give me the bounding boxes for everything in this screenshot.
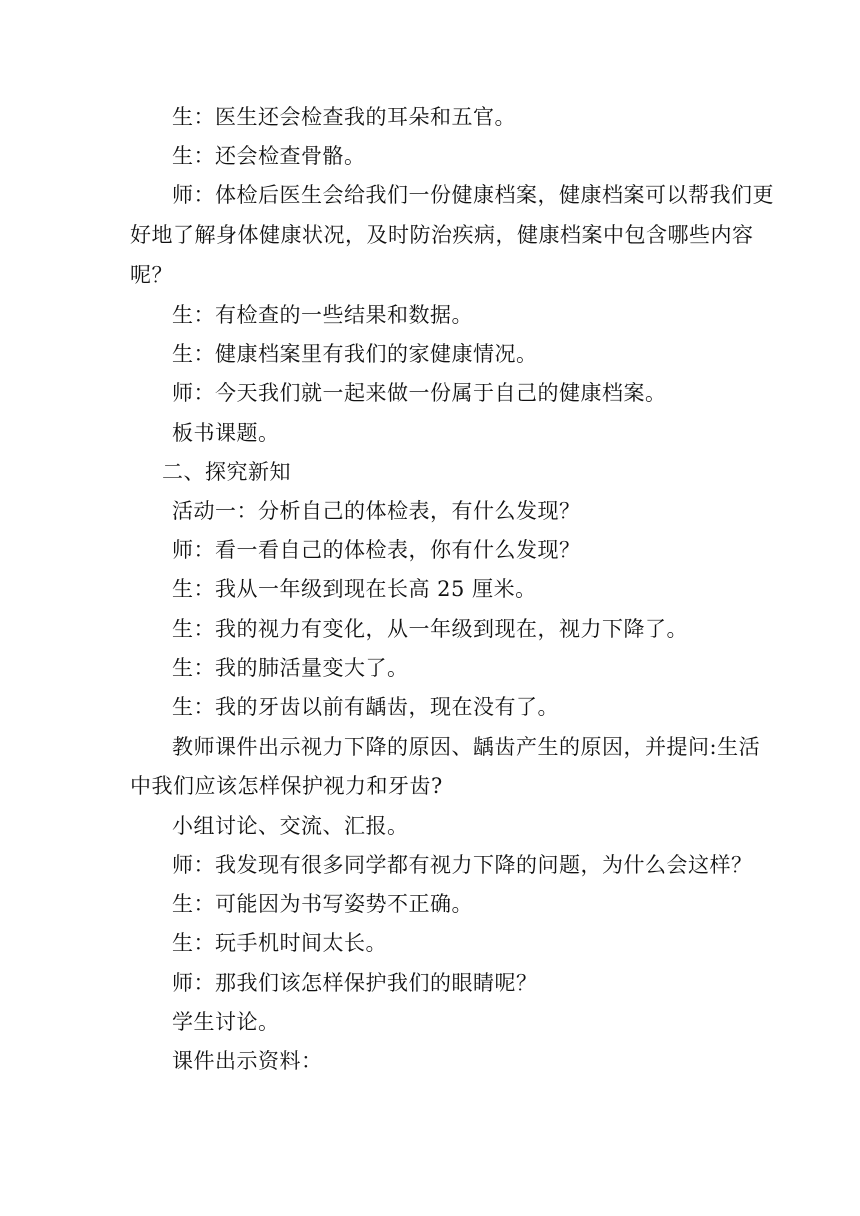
paragraph-line: 师：看一看自己的体检表，你有什么发现？ [172,538,581,562]
paragraph-line: 课件出示资料： [172,1049,323,1073]
paragraph-line: 师：体检后医生会给我们一份健康档案，健康档案可以帮我们更 [172,183,774,207]
paragraph-line: 生：医生还会检查我的耳朵和五官。 [172,105,516,129]
paragraph-line: 教师课件出示视力下降的原因、龋齿产生的原因，并提问:生活 [172,735,761,759]
paragraph-line: 学生讨论。 [172,1010,280,1034]
paragraph-line: 生：可能因为书写姿势不正确。 [172,892,473,916]
paragraph-line: 师：我发现有很多同学都有视力下降的问题，为什么会这样？ [172,853,753,877]
paragraph-line: 生：我的视力有变化，从一年级到现在，视力下降了。 [172,617,688,641]
paragraph-line: 活动一：分析自己的体检表，有什么发现？ [172,499,581,523]
paragraph-line: 板书课题。 [172,421,280,445]
paragraph-line: 小组讨论、交流、汇报。 [172,814,409,838]
paragraph-line: 生：我从一年级到现在长高 25 厘米。 [172,577,537,601]
paragraph-line: 呢？ [130,263,173,287]
paragraph-line: 师：那我们该怎样保护我们的眼睛呢？ [172,971,538,995]
paragraph-line: 生：玩手机时间太长。 [172,931,387,955]
paragraph-line: 师：今天我们就一起来做一份属于自己的健康档案。 [172,381,667,405]
paragraph-line: 生：健康档案里有我们的家健康情况。 [172,342,538,366]
paragraph-line: 生：我的肺活量变大了。 [172,656,409,680]
paragraph-line: 生：有检查的一些结果和数据。 [172,303,473,327]
paragraph-line: 生：我的牙齿以前有龋齿，现在没有了。 [172,695,559,719]
section-heading: 二、探究新知 [162,460,291,484]
paragraph-line: 好地了解身体健康状况，及时防治疾病，健康档案中包含哪些内容 [130,223,754,247]
paragraph-line: 中我们应该怎样保护视力和牙齿? [130,774,443,798]
paragraph-line: 生：还会检查骨骼。 [172,144,366,168]
